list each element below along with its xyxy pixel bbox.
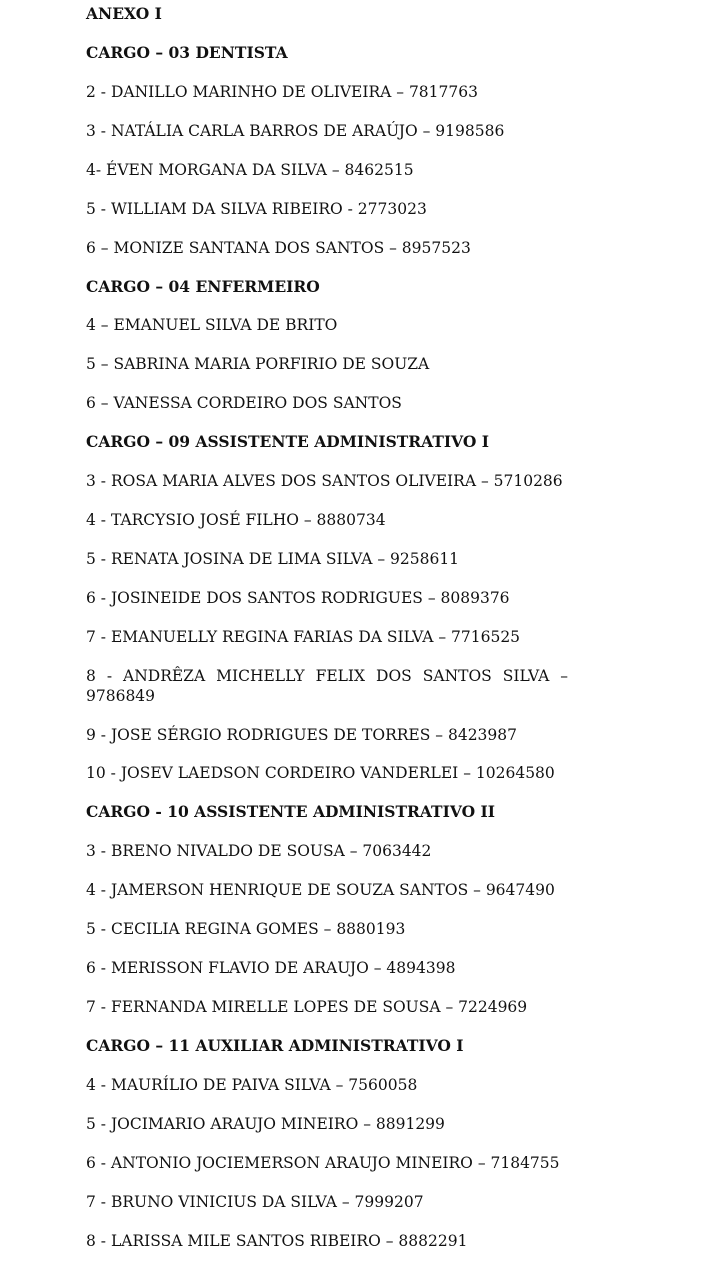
list-item: 4 - MAURÍLIO DE PAIVA SILVA – 7560058 [86, 1076, 418, 1094]
list-item: 3 - ROSA MARIA ALVES DOS SANTOS OLIVEIRA – 5710286 [86, 472, 563, 490]
list-item: 4 – EMANUEL SILVA DE BRITO [86, 316, 338, 334]
section-heading-auxiliar-administrativo-i: CARGO – 11 AUXILIAR ADMINISTRATIVO I [86, 1036, 464, 1055]
list-item: 8 - LARISSA MILE SANTOS RIBEIRO – 8882291 [86, 1232, 468, 1250]
list-item: 7 - EMANUELLY REGINA FARIAS DA SILVA – 7716525 [86, 628, 521, 646]
document-title: ANEXO I [86, 4, 162, 23]
list-item: 3 - BRENO NIVALDO DE SOUSA – 7063442 [86, 842, 432, 860]
section-heading-enfermeiro: CARGO – 04 ENFERMEIRO [86, 277, 320, 296]
list-item: 7 - FERNANDA MIRELLE LOPES DE SOUSA – 7224969 [86, 998, 528, 1016]
list-item: 5 - RENATA JOSINA DE LIMA SILVA – 9258611 [86, 550, 460, 568]
list-item: 4 - JAMERSON HENRIQUE DE SOUZA SANTOS – 9647490 [86, 881, 555, 899]
list-item: 5 - WILLIAM DA SILVA RIBEIRO - 2773023 [86, 200, 427, 218]
list-item: 8 - ANDRÊZA MICHELLY FELIX DOS SANTOS SILVA – 9786849 [86, 667, 568, 705]
list-item: 3 - NATÁLIA CARLA BARROS DE ARAÚJO – 9198586 [86, 122, 505, 140]
section-heading-dentista: CARGO – 03 DENTISTA [86, 43, 288, 62]
list-item: 6 - JOSINEIDE DOS SANTOS RODRIGUES – 8089376 [86, 589, 510, 607]
list-item: 7 - BRUNO VINICIUS DA SILVA – 7999207 [86, 1193, 424, 1211]
section-heading-assistente-administrativo-i: CARGO – 09 ASSISTENTE ADMINISTRATIVO I [86, 432, 490, 451]
list-item: 5 - JOCIMARIO ARAUJO MINEIRO – 8891299 [86, 1115, 445, 1133]
list-item: 5 – SABRINA MARIA PORFIRIO DE SOUZA [86, 355, 430, 373]
list-item: 10 - JOSEV LAEDSON CORDEIRO VANDERLEI – 10264580 [86, 764, 555, 782]
list-item: 6 – VANESSA CORDEIRO DOS SANTOS [86, 394, 402, 412]
section-heading-assistente-administrativo-ii: CARGO - 10 ASSISTENTE ADMINISTRATIVO II [86, 802, 495, 821]
list-item: 6 - MERISSON FLAVIO DE ARAUJO – 4894398 [86, 959, 456, 977]
list-item: 6 - ANTONIO JOCIEMERSON ARAUJO MINEIRO – 7184755 [86, 1154, 560, 1172]
list-item: 2 - DANILLO MARINHO DE OLIVEIRA – 7817763 [86, 83, 478, 101]
list-item: 4 - TARCYSIO JOSÉ FILHO – 8880734 [86, 511, 386, 529]
list-item: 4- ÉVEN MORGANA DA SILVA – 8462515 [86, 161, 414, 179]
list-item: 6 – MONIZE SANTANA DOS SANTOS – 8957523 [86, 239, 471, 257]
list-item: 5 - CECILIA REGINA GOMES – 8880193 [86, 920, 406, 938]
list-item: 9 - JOSE SÉRGIO RODRIGUES DE TORRES – 8423987 [86, 726, 518, 744]
